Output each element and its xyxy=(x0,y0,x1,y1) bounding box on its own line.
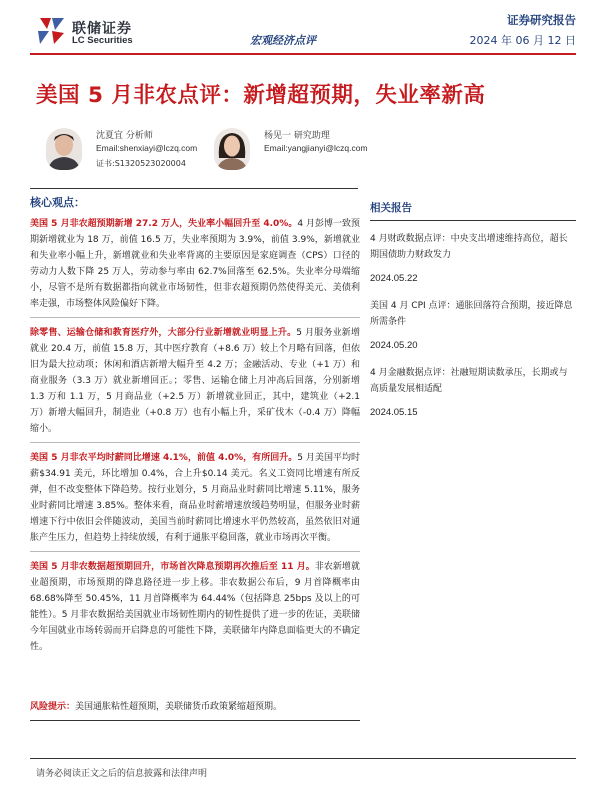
analyst-card-2 xyxy=(214,128,404,178)
analyst-cert-1: 证书:S1320523020004 xyxy=(96,159,186,168)
company-logo xyxy=(36,16,186,48)
related-report-date: 2024.05.20 xyxy=(370,340,418,351)
analyst-email-2[interactable]: Email:yangjianyi@lczq.com xyxy=(264,143,368,153)
risk-divider xyxy=(30,720,360,721)
related-report-title[interactable]: 4 月金融数据点评：社融短期读数承压，长期或与高质量发展相适配 xyxy=(370,368,568,394)
report-category: 宏观经济点评 xyxy=(250,34,316,47)
report-date: 2024 年 06 月 12 日 xyxy=(469,34,576,47)
core-highlight-3: 美国 5 月非农平均时薪同比增速 4.1%，前值 4.0%，有所回升。 xyxy=(30,453,298,463)
core-text-2: 5 月服务业新增就业 20.4 万，前值 15.8 万，其中医疗教育（+8.6 万）较上个月略有回落，但依旧为最大拉动项；休闲和酒店新增大幅升至 4.2 万；金融活动、专业（+1 万）和商业服务（3.3 万）就业新增回正。；零售、运输仓储上月冲高后回落，分别新增 1.3 万和 1.1 万，5 月商品业（+2.5 万）新增就业回正，其中，建筑业（+2.1 万）新增大幅回升，制造业（+0.8 万）也有小幅上升，采矿伐木（-0.4 万）降幅缩小。 xyxy=(30,328,360,434)
core-heading: 核心观点： xyxy=(30,196,85,209)
risk-warning xyxy=(30,700,360,714)
related-report-item[interactable] xyxy=(370,298,576,351)
report-type: 证券研究报告 xyxy=(507,13,576,27)
core-paragraph-1 xyxy=(30,216,360,312)
related-report-date: 2024.05.15 xyxy=(370,407,418,418)
risk-label: 风险提示： xyxy=(30,702,76,712)
related-report-title[interactable]: 美国 4 月 CPI 点评：通胀回落符合预期，接近降息所需条件 xyxy=(370,301,573,327)
related-report-item[interactable] xyxy=(370,365,576,418)
related-reports xyxy=(370,200,576,432)
analyst-divider xyxy=(30,188,358,189)
analyst-name-2: 杨见一 研究助理 xyxy=(264,131,330,141)
analyst-photo-2 xyxy=(214,128,250,170)
core-paragraph-4 xyxy=(30,559,360,655)
footer-disclaimer: 请务必阅读正文之后的信息披露和法律声明 xyxy=(36,769,208,779)
paragraph-divider xyxy=(30,551,360,552)
core-viewpoints xyxy=(30,194,360,655)
core-highlight-2: 除零售、运输仓储和教育医疗外，大部分行业新增就业明显上升。 xyxy=(30,328,297,338)
report-title: 美国 5 月非农点评：新增超预期，失业率新高 xyxy=(36,83,486,108)
core-highlight-4: 美国 5 月非农数据超预期回升，市场首次降息预期再次推后至 11 月。 xyxy=(30,562,315,572)
risk-text: 美国通胀粘性超预期，美联储货币政策紧缩超预期。 xyxy=(75,702,283,712)
analyst-photo-1 xyxy=(46,128,82,170)
core-highlight-1: 美国 5 月非农超预期新增 27.2 万人，失业率小幅回升至 4.0%。 xyxy=(30,219,298,229)
related-report-date: 2024.05.22 xyxy=(370,273,418,284)
paragraph-divider xyxy=(30,317,360,318)
core-text-4: 非农新增就业超预期，市场预期的降息路径进一步上移。非农数据公布后，9 月首降概率由 68.68%降至 50.45%，11 月首降概率为 64.44%（包括降息 25bps 及以上的可能性）。5 月非农数据给美国就业市场韧性期内的韧性提供了进一步的佐证，美联储今年国就业市场转弱而开启降息的可能性下降，美联储年内降息面临更大的不确定性。 xyxy=(30,562,360,652)
analyst-card-1 xyxy=(46,128,236,178)
analyst-email-1[interactable]: Email:shenxiayi@lczq.com xyxy=(96,143,198,153)
footer-divider xyxy=(30,758,576,759)
lc-securities-logo-icon xyxy=(36,16,66,46)
related-report-item[interactable] xyxy=(370,231,576,284)
core-paragraph-2 xyxy=(30,325,360,437)
core-paragraph-3 xyxy=(30,450,360,546)
core-text-1: 4 月彭博一致预期新增就业为 18 万，前值 16.5 万，失业率预期为 3.9%，前值 3.9%，新增就业和失业率小幅上升，新增就业和失业率背离的主要原因是家庭调查（CPS）口径的劳动力人数下降 25 万人，劳动参与率由 62.7%回落至 62.5%。失业率分母端缩小，尽管不是所有数据都指向就业市场韧性，但非农超预期仍然使得美元、美债利率走强，市场整体风险偏好下降。 xyxy=(30,219,360,309)
analyst-name-1: 沈夏宜 分析师 xyxy=(96,131,153,141)
paragraph-divider xyxy=(30,442,360,443)
company-name-cn: 联储证券 xyxy=(72,21,132,37)
header-divider xyxy=(30,53,576,55)
related-reports-heading: 相关报告 xyxy=(370,200,576,221)
company-name-en: LC Securities xyxy=(72,35,133,46)
related-report-title[interactable]: 4 月财政数据点评：中央支出增速维持高位，超长期国债助力财政发力 xyxy=(370,234,568,260)
core-text-3: 5 月美国平均时薪$34.91 美元，环比增加 0.4%，合上升$0.14 美元。名义工资同比增速有所反弹，但不改变整体下降趋势。按行业划分，5 月商品业时薪同比增速 5.11%，服务业时薪同比增速 3.85%。整体来看，商品业时薪增速放缓趋势明显，但服务业时薪增速下行中依旧会伴随波动，美国当前时薪同比增速水平仍然较高，虽然依旧对通胀产生压力，但趋势上持续放缓，有利于通胀平稳回落，就业市场再次平衡。 xyxy=(30,453,361,543)
